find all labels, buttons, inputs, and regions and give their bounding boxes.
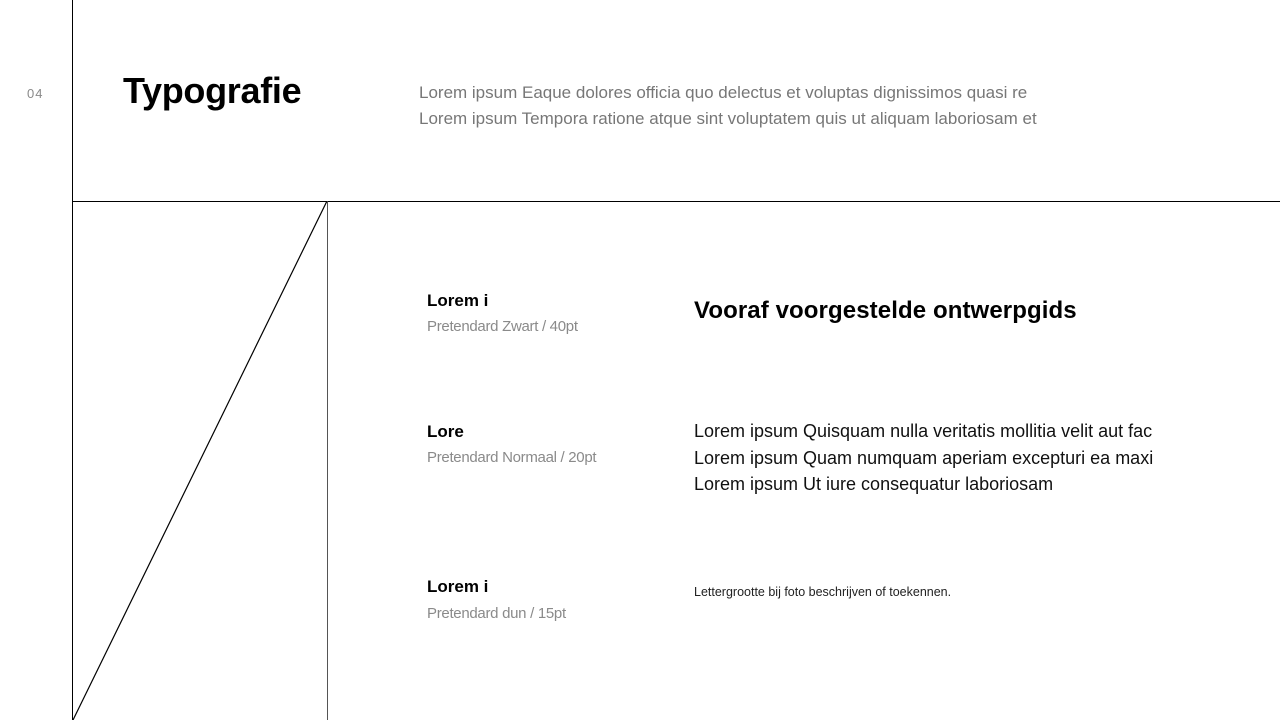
spec-label: Lore <box>427 422 464 441</box>
spec-font: Pretendard Zwart / 40pt <box>427 318 578 335</box>
spec-font: Pretendard dun / 15pt <box>427 605 566 622</box>
intro-line: Lorem ipsum Eaque dolores officia quo delectus et voluptas dignissimos quasi re <box>419 83 1028 102</box>
sample-body-line: Lorem ipsum Quisquam nulla veritatis mollitia velit aut fac <box>694 421 1153 441</box>
sample-body-line: Lorem ipsum Ut iure consequatur laboriosam <box>694 474 1054 494</box>
intro-text <box>419 80 1037 132</box>
sample-heading: Vooraf voorgestelde ontwerpgids <box>694 297 1077 324</box>
spec-label: Lorem i <box>427 577 489 596</box>
sample-body-line: Lorem ipsum Quam numquam aperiam excepturi ea maxi <box>694 447 1154 468</box>
sample-caption: Lettergrootte bij foto beschrijven of toekennen. <box>694 585 952 599</box>
spec-font: Pretendard Normaal / 20pt <box>427 449 597 466</box>
sample-body <box>694 418 1153 498</box>
page-title: Typografie <box>123 70 302 111</box>
intro-line: Lorem ipsum Tempora ratione atque sint voluptatem quis ut aliquam laboriosam et <box>419 109 1037 128</box>
spec-label: Lorem i <box>427 291 489 310</box>
diagonal-line-decoration <box>72 201 328 720</box>
page-number: 04 <box>27 86 44 101</box>
